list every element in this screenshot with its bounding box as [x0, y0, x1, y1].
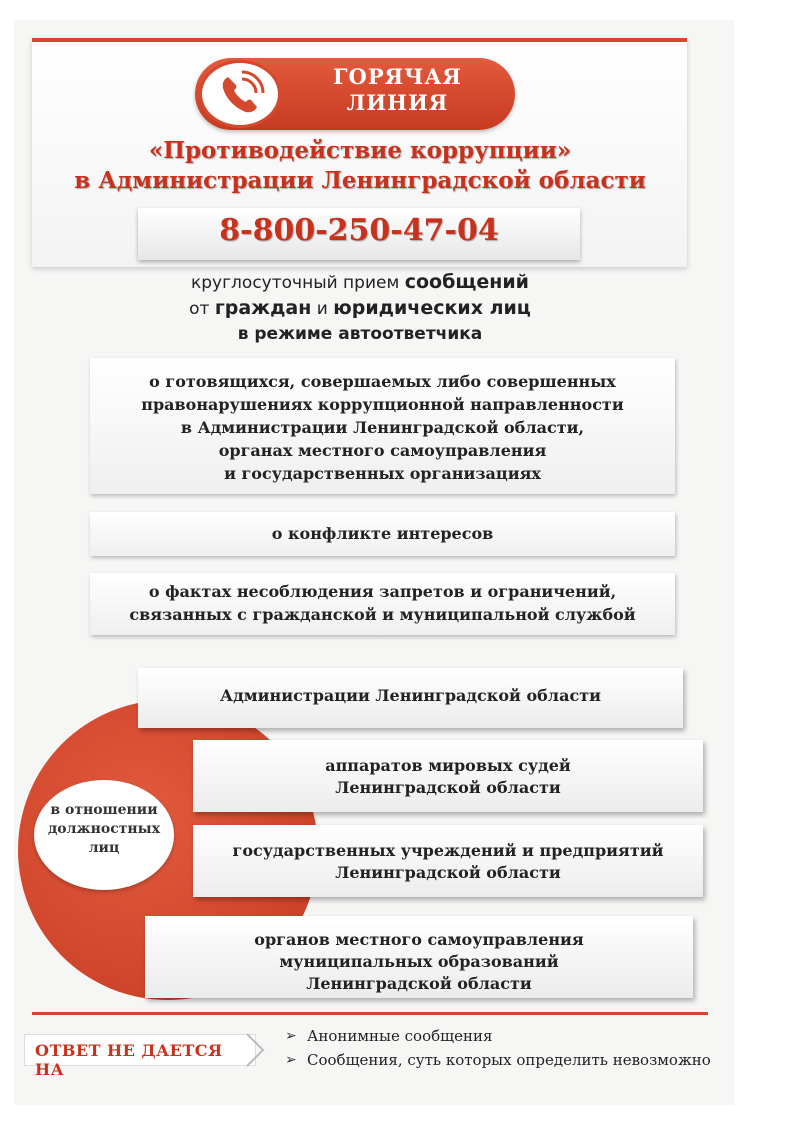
officials-label — [34, 801, 174, 858]
list-item: ➢ Сообщения, суть которых определить невозможно — [285, 1048, 725, 1072]
title-line1: «Противодействие коррупции» — [148, 137, 572, 164]
phone-icon — [214, 69, 266, 121]
message-line: связанных с гражданской и муниципальной службой — [129, 605, 636, 624]
org-administration — [138, 668, 683, 728]
intro-line1-a: круглосуточный прием — [191, 273, 405, 293]
page-title — [40, 136, 680, 196]
hotline-line1: ГОРЯЧАЯ — [333, 64, 462, 89]
org-line: органов местного самоуправления — [254, 930, 584, 949]
message-topic-corruption — [90, 358, 675, 494]
chevron-right-icon — [244, 1032, 266, 1068]
message-line: о фактах несоблюдения запретов и ограничений, — [148, 582, 617, 601]
no-answer-label: ОТВЕТ НЕ ДАЕТСЯ НА — [24, 1034, 256, 1066]
intro-text — [120, 270, 600, 347]
message-topic-conflict — [90, 512, 675, 556]
org-line: аппаратов мировых судей — [325, 756, 571, 775]
message-line: и государственных организациях — [224, 464, 541, 483]
intro-line1-b: сообщений — [404, 271, 529, 293]
list-item: ➢ Анонимные сообщения — [285, 1024, 725, 1048]
hotline-line2: ЛИНИЯ — [346, 90, 449, 115]
org-line: государственных учреждений и предприятий — [232, 841, 664, 860]
hotline-title — [290, 64, 505, 116]
message-line: о конфликте интересов — [271, 524, 494, 543]
org-line: Ленинградской области — [335, 863, 561, 882]
org-line: муниципальных образований — [279, 952, 559, 971]
intro-line3: в режиме автоответчика — [237, 324, 483, 344]
message-line: органах местного самоуправления — [218, 441, 547, 460]
intro-line1 — [120, 270, 600, 296]
no-answer-list — [285, 1024, 725, 1072]
org-line: Ленинградской области — [306, 974, 532, 993]
title-line2: в Администрации Ленинградской области — [74, 167, 646, 194]
officials-label-line1: в отношении — [50, 802, 158, 818]
officials-label-line2: должностных — [47, 821, 161, 837]
footer-divider — [32, 1012, 708, 1015]
org-line: Ленинградской области — [335, 778, 561, 797]
message-line: в Администрации Ленинградской области, — [180, 418, 585, 437]
intro-line2-b: граждан — [214, 297, 312, 319]
org-state-institutions — [193, 825, 703, 897]
message-topic-restrictions — [90, 573, 675, 635]
message-line: правонарушениях коррупционной направленности — [141, 395, 624, 414]
org-magistrates — [193, 740, 703, 812]
org-local-government — [145, 916, 693, 998]
intro-line2-c: и — [311, 299, 334, 319]
intro-line2 — [120, 296, 600, 322]
phone-number[interactable]: 8-800-250-47-04 — [219, 213, 499, 248]
org-line: Администрации Ленинградской области — [220, 686, 601, 705]
phone-icon-circle — [199, 60, 281, 128]
officials-label-line3: лиц — [88, 840, 120, 856]
intro-line2-a: от — [189, 299, 215, 319]
message-line: о готовящихся, совершаемых либо совершенных — [149, 372, 616, 391]
intro-line2-d: юридических лиц — [333, 297, 531, 319]
